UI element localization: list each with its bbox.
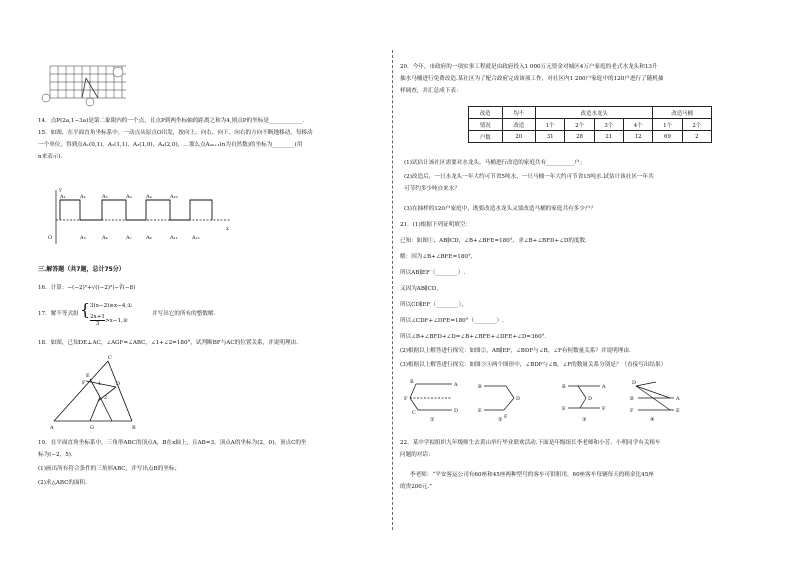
table-cell: 2个 <box>565 119 594 131</box>
q21-figure-3 <box>560 378 614 422</box>
table-cell: 20 <box>502 131 536 143</box>
q18-labels <box>49 355 136 431</box>
fig21-label: D <box>632 380 637 386</box>
fig18-label: E <box>86 373 90 379</box>
table-cell: 情况 <box>469 119 503 131</box>
fig21-label: F <box>602 406 606 412</box>
fig21-label: F <box>504 414 508 420</box>
q21-part2: (2)根据以上解答进行探究：如图②，AB∥EF，∠BDF与∠B，∠F有何数量关系？并说明理由. <box>400 348 631 354</box>
q19-line4: (2)求△ABC的面积． <box>38 480 91 486</box>
fig21-number: ④ <box>650 417 655 423</box>
q17-prefix: 17．解不等式组 <box>38 311 79 317</box>
fig18-label: 1 <box>98 381 102 387</box>
q17-denominator: 3 <box>95 321 100 327</box>
fig21-label: B <box>630 396 634 402</box>
q20-sub2b: 可节约多少吨自来水？ <box>404 186 460 192</box>
fig15-label: A₈ <box>146 235 152 241</box>
fig18-label: 2 <box>104 395 108 401</box>
table-cell: 12 <box>623 131 652 143</box>
table-cell: 改造水龙头 <box>536 107 653 119</box>
q21-line4: 又因为AB∥CD， <box>400 286 442 292</box>
fig21-number: ② <box>498 417 503 423</box>
table-cell: 31 <box>536 131 565 143</box>
q21-line5: 所以CD∥EF（________）， <box>400 302 467 308</box>
table-row <box>469 131 712 143</box>
q21-line2: 解：因为∠B+∠BFE=180°， <box>400 254 477 260</box>
q20-sub1: (1)试估计该社区需要对水龙头、马桶进行改造的家庭共有__________户； <box>404 160 586 166</box>
q21-line3: 所以AB∥EF（________）. <box>400 270 466 276</box>
fig15-label: A₁₀ <box>170 194 178 200</box>
q15-line2: 一个单位，得到点A₁(0,1)，A₂(1,1)，A₃(1,0)，A₄(2,0)，…那么点A₄ₙ₊₁(n为自然数)的坐标为________(用 <box>38 142 303 148</box>
q21-line6: 所以∠CDF+∠DFE=180°（________）. <box>400 318 504 324</box>
table-cell: 改造马桶 <box>653 107 712 119</box>
fig21-label: E <box>676 408 680 414</box>
q20-table <box>468 106 712 143</box>
q19-line2: 标为(−2，5)． <box>38 452 77 458</box>
q15-figure <box>46 186 236 248</box>
q21-part3: (3)根据以上解答进行探究：如图③④两个图形中，∠BDF与∠B，∠F的数量关系分别是？（直接写出结果） <box>400 362 667 368</box>
fig21-label: A <box>454 382 458 388</box>
fig15-label: A₂ <box>80 194 86 200</box>
fig21-label: E <box>478 408 482 414</box>
q15-line1: 15．如图，在平面直角坐标系中，一动点从原点O出发，按向上、向右、向下、向右的方向不断地移动，每移动 <box>38 130 313 136</box>
fig18-label: C <box>108 355 112 361</box>
q15-labels <box>48 187 229 241</box>
table-cell: 户数 <box>469 131 503 143</box>
fig21-label: B <box>410 379 414 385</box>
table-cell: 4个 <box>623 119 652 131</box>
q15-line3: n来表示)． <box>38 154 67 160</box>
q21-figure-1 <box>406 378 460 422</box>
fig18-label: G <box>90 425 94 431</box>
q18-text: 18．如图，已知DE⊥AC，∠AGF=∠ABC，∠1+∠2=180°，试判断BF与AC的位置关系，并说明理由. <box>38 340 298 346</box>
table-cell: 3个 <box>594 119 623 131</box>
fig15-label: A₇ <box>126 235 132 241</box>
fig18-label: D <box>116 381 121 387</box>
table-cell: 2 <box>682 131 711 143</box>
table-cell: 21 <box>594 131 623 143</box>
table-cell: 1个 <box>536 119 565 131</box>
q20-line3: 样调查，并汇总成下表： <box>400 88 462 94</box>
column-divider <box>392 50 393 530</box>
fig21-number: ① <box>430 417 435 423</box>
fig21-label: B <box>562 384 566 390</box>
q22-line2: 问题的对话： <box>400 452 434 458</box>
q21-line1: 已知：如图①，AB∥CD，∠B+∠BFE=180°，求∠B+∠BFD+∠D的度数. <box>400 238 587 244</box>
q21-figure-2 <box>476 378 530 422</box>
table-cell: 改造 <box>502 119 536 131</box>
fig21-label: F <box>630 408 634 414</box>
fig18-label: F <box>82 380 86 386</box>
q21-figure-4 <box>628 378 682 422</box>
fig21-label: E <box>562 406 566 412</box>
q17-numerator: 2x+1 <box>90 314 105 320</box>
fig21-label: D <box>454 408 459 414</box>
q20-sub3: (3)在抽样的120户家庭中，既要改造水龙头又要改造马桶的家庭共有多少户？ <box>404 206 597 212</box>
fig21-label: D <box>588 396 593 402</box>
table-row <box>469 119 712 131</box>
grid-figure <box>42 64 132 110</box>
section-3-heading: 三.解答题（共7题，总计75分） <box>38 266 125 273</box>
table-cell: 改造 <box>469 107 503 119</box>
fig21-label: B <box>478 384 482 390</box>
fig15-label: A₉ <box>146 194 152 200</box>
fig18-label: B <box>132 425 136 431</box>
fig15-label: y <box>59 187 62 193</box>
table-row <box>469 107 712 119</box>
fig15-label: A₃ <box>80 235 86 241</box>
q20-line1: 20．今年，市政府的一项实事工程就是由政府投入1 000万元资金对城区4万户家庭的老式水龙头和13升 <box>400 64 658 70</box>
fig15-label: A₅ <box>102 194 108 200</box>
q19-line3: (1)画出所有符合条件的三角形ABC，并写出点B的坐标； <box>38 466 181 472</box>
q17-eq1: 3(x−2)≥x−4,① <box>90 303 133 309</box>
fig21-label: D <box>516 396 521 402</box>
q21-title: 21．(1)根据下列证明填空： <box>400 222 471 228</box>
fig15-label: x <box>226 226 229 232</box>
q17-eq2-tail: >x−1,② <box>104 318 128 324</box>
table-cell: 1个 <box>653 119 682 131</box>
fig21-number: ③ <box>582 417 587 423</box>
q22-line1: 22．某中学拟组织九年级师生去黄山举行毕业联欢活动.下面是年级组长李老师和小芳、小明同学有关租车 <box>400 440 661 446</box>
q22-line3: 李老师：“平安客运公司有60座和45座两种型号的客车可供租用，60座客车每辆每天的租金比45座 <box>410 472 654 478</box>
q22-line4: 的贵200元.” <box>400 484 433 490</box>
q16-text: 16．计算：−(−2)²+√((−2)²)−∛(−8) <box>38 285 136 291</box>
table-cell: 2个 <box>682 119 711 131</box>
table-cell: 69 <box>653 131 682 143</box>
fig15-label: A₁₁ <box>170 235 178 241</box>
fig15-label: A₄ <box>102 235 108 241</box>
q20-sub2: (2)改造后，一只水龙头一年大约可节省5吨水，一只马桶一年大约可节省15吨水.试估计该社区一年共 <box>404 174 654 180</box>
table-cell: 28 <box>565 131 594 143</box>
fig21-label: A <box>676 396 680 402</box>
q20-line2: 抽水马桶进行免费改造.某社区为了配合政府完成该项工作，对社区内1 200户家庭中的120户进行了随机抽 <box>400 76 664 82</box>
q21-line7: 所以∠B+∠BFD+∠D=∠B+∠BFE+∠DFE+∠D=360°． <box>400 334 551 340</box>
fig21-label: C <box>412 410 416 416</box>
fig15-label: O <box>48 235 53 241</box>
table-cell: 均不 <box>502 107 536 119</box>
fig15-label: A₁₂ <box>192 235 200 241</box>
fig15-label: A₆ <box>126 194 132 200</box>
q14-text: 14．点P(2a,1−3a)是第二象限内的一个点，且点P到两坐标轴的距离之和为4,则点P的坐标是____________． <box>38 118 309 124</box>
q17-eq2 <box>90 314 128 327</box>
fig15-label: A₁ <box>60 194 66 200</box>
fig21-label: A <box>602 384 606 390</box>
q19-line1: 19．在平面直角坐标系中，三角形ABC的顶点A，B在x轴上，且AB=3，顶点A的坐标为(2，0)，顶点C的坐 <box>38 440 307 446</box>
q17-suffix: 并写出它的所有的整数解. <box>152 311 216 317</box>
fig21-label: F <box>404 396 408 402</box>
q18-figure <box>50 353 150 433</box>
q17-brace: { <box>80 300 91 319</box>
fig18-label: A <box>50 425 54 431</box>
